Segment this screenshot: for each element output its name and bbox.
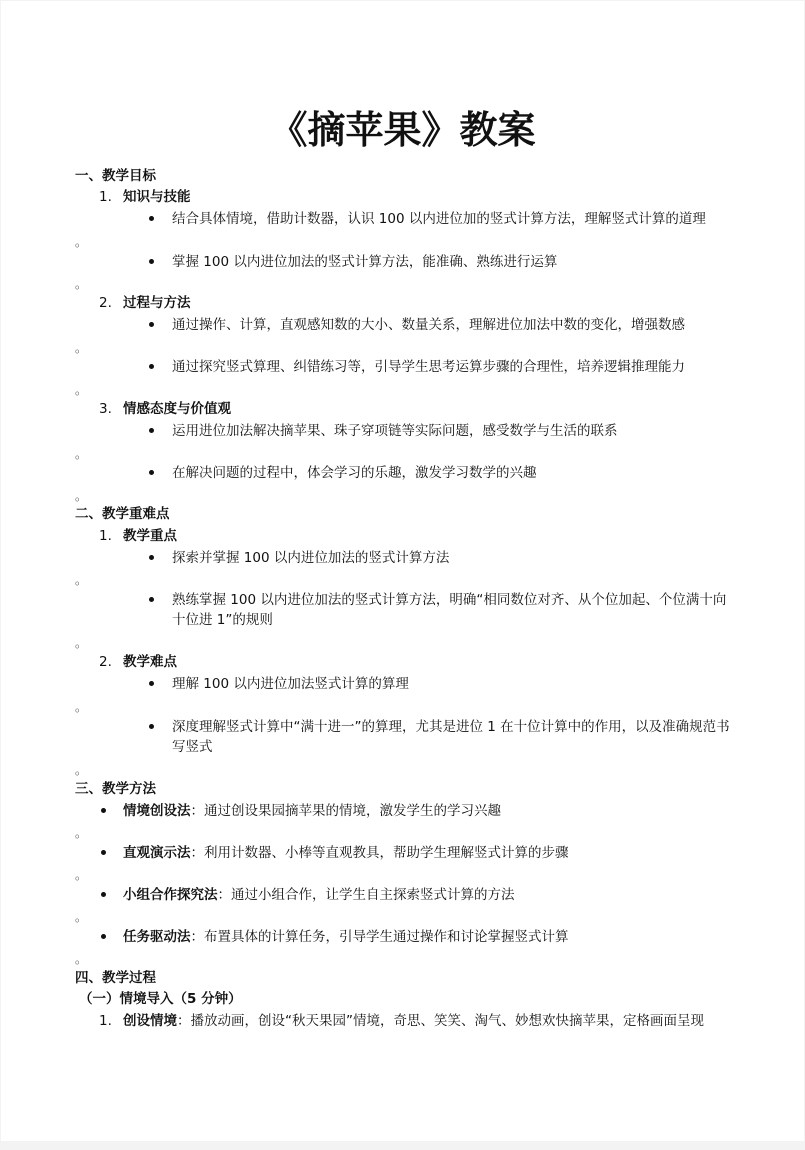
stray-mark: 。 (75, 763, 88, 777)
subsection-heading: 过程与方法 (123, 295, 191, 311)
list-item: 熟练掌握 100 以内进位加法的竖式计算方法，明确“相同数位对齐、从个位加起、个位满十向十位进 1”的规则 (172, 592, 727, 628)
method-label: 情境创设法 (123, 803, 191, 819)
section-heading: 二、教学重难点 (75, 506, 170, 522)
section-heading: 四、教学过程 (75, 970, 156, 986)
bullet-icon (149, 555, 154, 560)
stray-mark: 。 (75, 277, 88, 291)
stray-mark: 。 (75, 383, 88, 397)
subsection-heading: 教学重点 (123, 528, 177, 544)
list-item: 通过探究竖式算理、纠错练习等，引导学生思考运算步骤的合理性，培养逻辑推理能力 (172, 359, 685, 375)
stray-mark: 。 (75, 489, 88, 503)
list-item: 运用进位加法解决摘苹果、珠子穿项链等实际问题，感受数学与生活的联系 (172, 423, 618, 439)
stray-mark: 。 (75, 235, 88, 249)
stray-mark: 。 (75, 573, 88, 587)
bullet-icon (101, 892, 106, 897)
method-text: ：布置具体的计算任务，引导学生通过操作和讨论掌握竖式计算 (190, 929, 569, 945)
method-text: ：利用计数器、小棒等直观教具，帮助学生理解竖式计算的步骤 (190, 845, 569, 861)
step-label: 创设情境 (123, 1013, 177, 1029)
subsection-heading: 知识与技能 (123, 189, 191, 205)
list-item (123, 927, 569, 947)
step-text: ：播放动画，创设“秋天果园”情境，奇思、笑笑、淘气、妙想欢快摘苹果，定格画面呈现 (177, 1013, 704, 1029)
bullet-icon (149, 681, 154, 686)
bullet-icon (149, 364, 154, 369)
stray-mark: 。 (75, 636, 88, 650)
bullet-icon (149, 428, 154, 433)
bullet-icon (149, 470, 154, 475)
stray-mark: 。 (75, 341, 88, 355)
bullet-icon (101, 808, 106, 813)
list-item: 结合具体情境，借助计数器，认识 100 以内进位加的竖式计算方法，理解竖式计算的道理 (172, 211, 706, 227)
list-item: 通过操作、计算，直观感知数的大小、数量关系，理解进位加法中数的变化，增强数感 (172, 317, 685, 333)
list-item: 掌握 100 以内进位加法的竖式计算方法，能准确、熟练进行运算 (172, 254, 558, 270)
list-item (123, 1011, 704, 1031)
method-text: ：通过小组合作，让学生自主探索竖式计算的方法 (217, 887, 515, 903)
bullet-icon (149, 322, 154, 327)
stray-mark: 。 (75, 952, 88, 966)
list-number: 1. (99, 1013, 112, 1029)
stray-mark: 。 (75, 868, 88, 882)
bullet-icon (149, 597, 154, 602)
method-label: 直观演示法 (123, 845, 191, 861)
section-heading: 三、教学方法 (75, 781, 156, 797)
stray-mark: 。 (75, 700, 88, 714)
list-number: 1. (99, 528, 112, 544)
section-heading: 一、教学目标 (75, 168, 156, 184)
bullet-icon (101, 934, 106, 939)
list-number: 2. (99, 295, 112, 311)
part-heading: （一）情境导入（5 分钟） (79, 991, 242, 1007)
list-number: 2. (99, 654, 112, 670)
document-page (1, 1, 804, 1141)
subsection-heading: 教学难点 (123, 654, 177, 670)
subsection-heading: 情感态度与价值观 (123, 401, 231, 417)
bullet-icon (149, 216, 154, 221)
stray-mark: 。 (75, 826, 88, 840)
document-title: 《摘苹果》教案 (269, 108, 536, 152)
method-label: 小组合作探究法 (123, 887, 218, 903)
bullet-icon (149, 724, 154, 729)
bullet-icon (101, 850, 106, 855)
list-item: 理解 100 以内进位加法竖式计算的算理 (172, 676, 409, 692)
list-number: 1. (99, 189, 112, 205)
method-text: ：通过创设果园摘苹果的情境，激发学生的学习兴趣 (190, 803, 501, 819)
list-item (123, 843, 569, 863)
bullet-icon (149, 259, 154, 264)
list-item: 深度理解竖式计算中“满十进一”的算理，尤其是进位 1 在十位计算中的作用，以及准确规范书写竖式 (172, 719, 730, 755)
method-label: 任务驱动法 (123, 929, 191, 945)
list-item (123, 885, 515, 905)
list-item: 在解决问题的过程中，体会学习的乐趣，激发学习数学的兴趣 (172, 465, 537, 481)
list-number: 3. (99, 401, 112, 417)
stray-mark: 。 (75, 447, 88, 461)
list-item: 探索并掌握 100 以内进位加法的竖式计算方法 (172, 550, 450, 566)
stray-mark: 。 (75, 910, 88, 924)
list-item (123, 801, 501, 821)
